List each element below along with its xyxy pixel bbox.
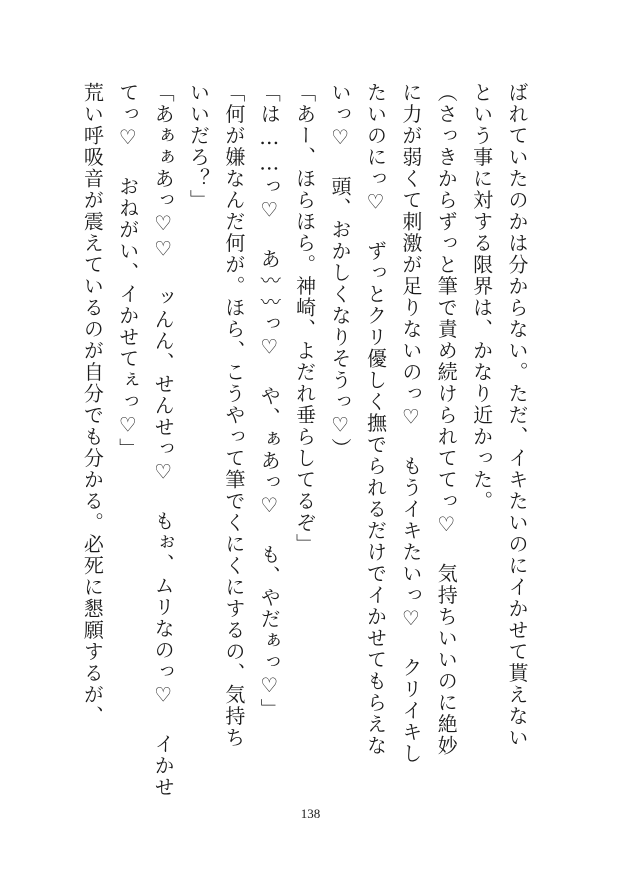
vertical-text-body: [75, 82, 535, 822]
text-line-2: という事に対する限界は、かなり近かった。: [469, 82, 494, 512]
text-line-13: 荒い呼吸音が震えているのが自分でも分かる。必死に懇願するが、: [80, 82, 105, 727]
text-line-5: たいのにっ♡ ずっとクリ優しく撫でられるだけでイかせてもらえな: [363, 82, 388, 757]
text-line-9: 「何が嫌なんだ何が。ほら、こうやって筆でくにくにするの、気持ち: [221, 82, 246, 749]
text-line-12: てっ♡ おねがい、イかせてぇっ♡」: [115, 82, 140, 460]
text-line-7: 「あー、ほらほら。神崎、よだれ垂らしてるぞ」: [292, 82, 317, 555]
text-line-11: 「あぁぁあっ♡♡ ッんん、せんせっ♡ もぉ、ムリなのっ♡ イかせ: [151, 82, 176, 798]
text-line-1: ばれていたのかは分からない。ただ、イキたいのにイかせて貰えない: [505, 82, 529, 749]
text-line-3: （さっきからずっと筆で責め続けられててっ♡ 気持ちいいのに絶妙: [434, 82, 459, 757]
page-number: 138: [300, 806, 321, 821]
text-line-10: いいだろ？」: [186, 82, 211, 211]
text-line-6: いっ♡ 頭、おかしくなりそうっ♡）: [328, 82, 353, 460]
text-line-4: に力が弱くて刺激が足りないのっ♡ もうイキたいっ♡ クリイキし: [398, 82, 423, 765]
text-line-8: 「は……っ♡ あ〰〰っ♡ や、ぁあっ♡ も、やだぁっ♡」: [257, 82, 282, 720]
